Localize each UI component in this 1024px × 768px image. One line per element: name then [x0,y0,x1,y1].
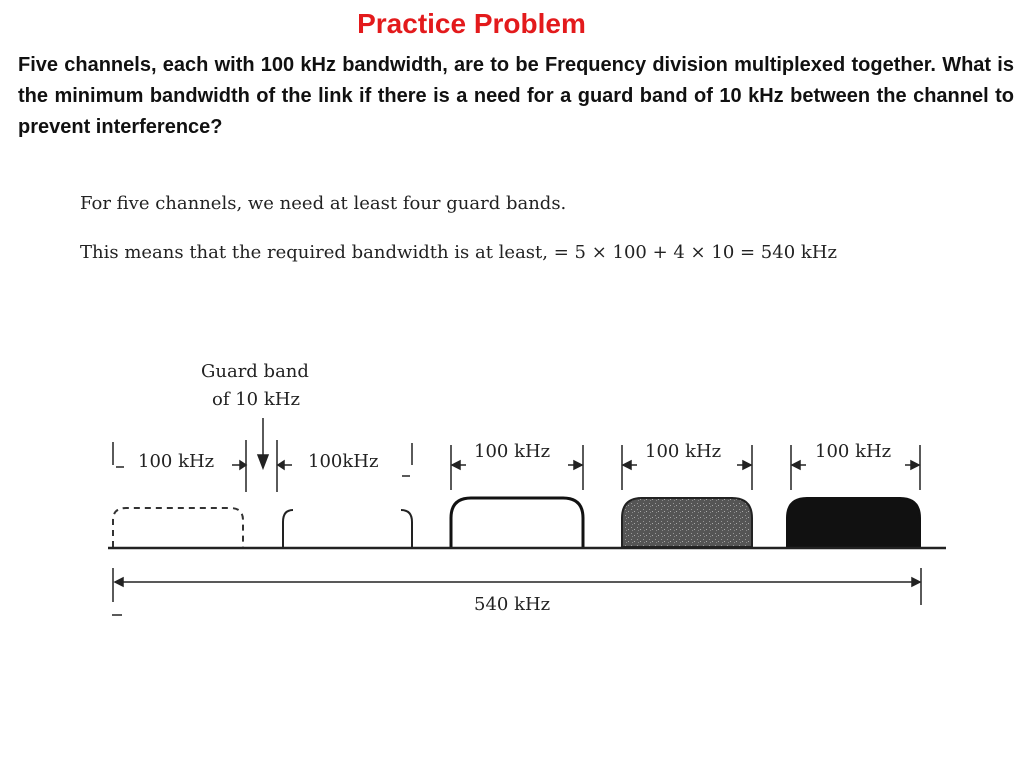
channel-5-shape [787,498,920,547]
channel-1-bandwidth-label: 100 kHz [138,451,215,472]
problem-statement: Five channels, each with 100 kHz bandwidth, are to be Frequency division multiplexed together. What is the minimum bandwidth of the link if there is a need for a guard band of 10 kHz between the channel to prevent interference? [18,54,1014,138]
channel-4-label-group [622,441,752,490]
solution-line-2: This means that the required bandwidth is at least, = 5 × 100 + 4 × 10 = 540 kHz [80,242,837,263]
channel-3-shape [451,498,583,547]
channel-2-left-edge [283,510,293,547]
channel-3-bandwidth-label: 100 kHz [474,441,551,462]
channel-5-label-group [791,441,920,490]
page-title: Practice Problem [357,8,586,39]
guard-band-arrows [232,418,292,492]
channel-2-right-edge [401,510,412,547]
channel-2-bandwidth-label: 100kHz [308,451,379,472]
channel-5-bandwidth-label: 100 kHz [815,441,892,462]
channel-2-label-group [308,443,412,476]
channel-4-shape [622,498,752,547]
channel-1-label-group [113,442,214,472]
solution-line-1: For five channels, we need at least four guard bands. [80,193,567,214]
channel-3-label-group [451,441,583,490]
total-bandwidth-label: 540 kHz [474,594,551,615]
channel-4-bandwidth-label: 100 kHz [645,441,722,462]
guard-band-label-line2: of 10 kHz [212,389,300,410]
guard-band-label-line1: Guard band [201,361,309,382]
fdm-diagram [0,340,1024,640]
channel-1-shape [113,508,243,547]
